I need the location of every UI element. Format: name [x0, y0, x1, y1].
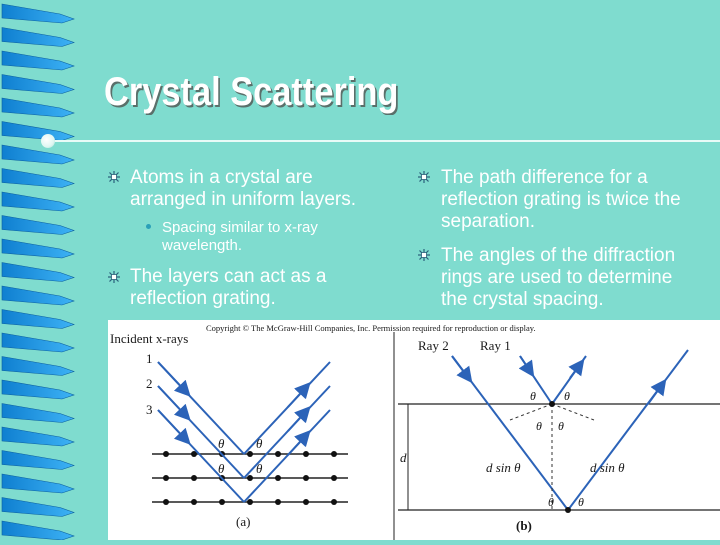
sub-bullet-dot [146, 224, 151, 229]
ray-arrow [452, 356, 470, 380]
dsin-label-right: d sin θ [590, 460, 625, 475]
atom [331, 451, 337, 457]
incident-xrays-label: Incident x-rays [110, 331, 189, 346]
atom [191, 499, 197, 505]
atom [331, 499, 337, 505]
ray2-reflected [568, 350, 688, 510]
binding-loop [2, 28, 74, 47]
atom [565, 507, 571, 513]
panel-b-caption: (b) [516, 518, 532, 533]
binding-loop [2, 286, 74, 305]
ray1-label: Ray 1 [480, 338, 511, 353]
atom [275, 475, 281, 481]
divider-knob [41, 134, 55, 148]
atom [247, 451, 253, 457]
left-bullet-1: Atoms in a crystal are arranged in uniform layers. [130, 167, 356, 210]
atom [549, 401, 555, 407]
scattering-figure [108, 320, 720, 540]
binding-loop [2, 216, 74, 235]
panel-b [398, 338, 720, 533]
binding-loop [2, 75, 74, 94]
binding-loop [2, 498, 74, 517]
binding-loop [2, 333, 74, 352]
atom [303, 475, 309, 481]
ray-arrow [158, 362, 188, 394]
binding-loop [2, 192, 74, 211]
binding-loop [2, 239, 74, 258]
theta-label: θ [218, 436, 225, 451]
binding-loop [2, 404, 74, 423]
ray-arrow [288, 385, 308, 407]
right-bullet-2: The angles of the diffraction rings are used to determine the crystal spacing. [441, 245, 676, 310]
ray2-label: Ray 2 [418, 338, 449, 353]
binding-loop [2, 451, 74, 470]
atom [191, 475, 197, 481]
ray-number-1: 1 [146, 351, 153, 366]
slide-title: Crystal Scattering [104, 70, 399, 114]
title-divider [48, 140, 720, 142]
binding-loop [2, 145, 74, 164]
theta-label: θ [256, 436, 263, 451]
theta-label: θ [578, 495, 584, 509]
copyright-note: Copyright © The McGraw-Hill Companies, Inc. Permission required for reproduction or display. [206, 323, 536, 333]
figure-svg [108, 320, 720, 540]
snowflake-bullet-icon [108, 271, 120, 283]
theta-label: θ [548, 495, 554, 509]
binding-loop [2, 310, 74, 329]
ray-arrow [648, 382, 664, 404]
binding-loop [2, 4, 74, 23]
right-bullet-1: The path difference for a reflection grating is twice the separation. [441, 167, 681, 232]
ray-number-2: 2 [146, 376, 153, 391]
panel-a [110, 331, 348, 529]
perpendicular-dashed [510, 404, 552, 420]
binding-loop [2, 122, 74, 141]
binding-loop [2, 521, 74, 540]
atom [275, 499, 281, 505]
ray-arrow [570, 362, 582, 378]
atom [247, 475, 253, 481]
ray-arrow [158, 386, 188, 418]
ray-arrow [288, 409, 308, 431]
atom [247, 499, 253, 505]
snowflake-bullet-icon [418, 171, 430, 183]
ray-arrow [158, 410, 188, 442]
binding-loop [2, 263, 74, 282]
dsin-label-left: d sin θ [486, 460, 521, 475]
atom [303, 451, 309, 457]
perpendicular-dashed [552, 404, 594, 420]
snowflake-bullet-icon [108, 171, 120, 183]
binding-loop [2, 427, 74, 446]
atom [275, 451, 281, 457]
d-label: d [400, 450, 407, 465]
theta-label: θ [564, 389, 570, 403]
left-sub-bullet: Spacing similar to x-ray wavelength. [162, 219, 318, 254]
theta-label: θ [530, 389, 536, 403]
reflected-ray-3 [244, 410, 330, 502]
atom [163, 499, 169, 505]
theta-label: θ [256, 461, 263, 476]
atom [163, 475, 169, 481]
atom [219, 499, 225, 505]
panel-a-caption: (a) [236, 514, 251, 529]
binding-loop [2, 474, 74, 493]
binding-loop [2, 98, 74, 117]
theta-label: θ [558, 419, 564, 433]
atom [331, 475, 337, 481]
binding-loop [2, 169, 74, 188]
left-bullet-2: The layers can act as a reflection grating. [130, 266, 327, 309]
ray-number-3: 3 [146, 402, 153, 417]
theta-label: θ [536, 419, 542, 433]
atom [163, 451, 169, 457]
spiral-binding [0, 0, 80, 540]
binding-loop [2, 357, 74, 376]
theta-label: θ [218, 461, 225, 476]
atom [303, 499, 309, 505]
binding-loop [2, 380, 74, 399]
ray-arrow [520, 356, 532, 374]
snowflake-bullet-icon [418, 249, 430, 261]
binding-loop [2, 51, 74, 70]
